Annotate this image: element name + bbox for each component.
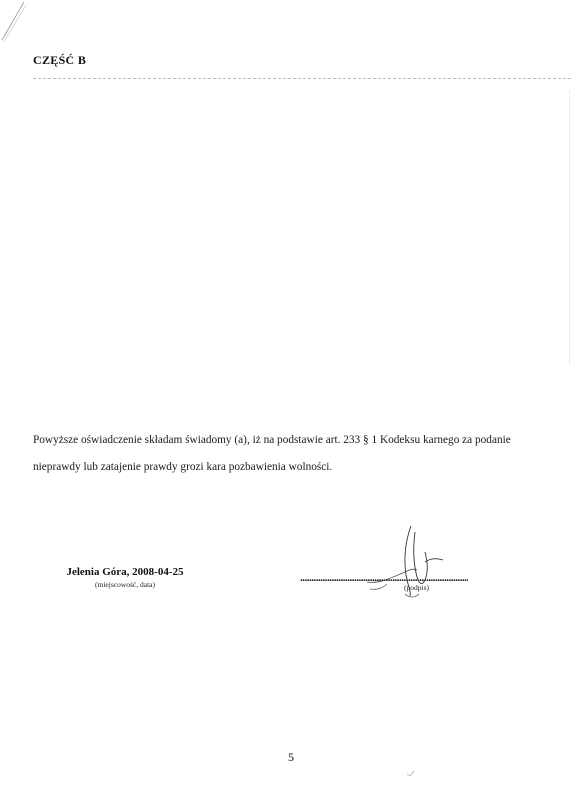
declaration-line-1: Powyższe oświadczenie składam świadomy (a), iż na podstawie art. 233 § 1 Kodeksu karnego za podanie — [33, 434, 511, 446]
place-and-date: Jelenia Góra, 2008-04-25 — [66, 566, 184, 578]
handwritten-signature — [365, 522, 455, 602]
page-number: 5 — [288, 750, 294, 764]
scan-speck-mark — [405, 768, 417, 780]
place-and-date-caption: (miejscowość, data) — [95, 580, 155, 589]
margin-line — [569, 90, 570, 365]
declaration-line-2: nieprawdy lub zatajenie prawdy grozi kara pozbawienia wolności. — [33, 461, 333, 473]
section-title: CZĘŚĆ B — [33, 53, 87, 67]
section-divider — [33, 78, 571, 79]
declaration-text — [33, 427, 553, 481]
corner-pen-stroke — [0, 0, 30, 50]
signature-caption: (podpis) — [404, 583, 429, 592]
